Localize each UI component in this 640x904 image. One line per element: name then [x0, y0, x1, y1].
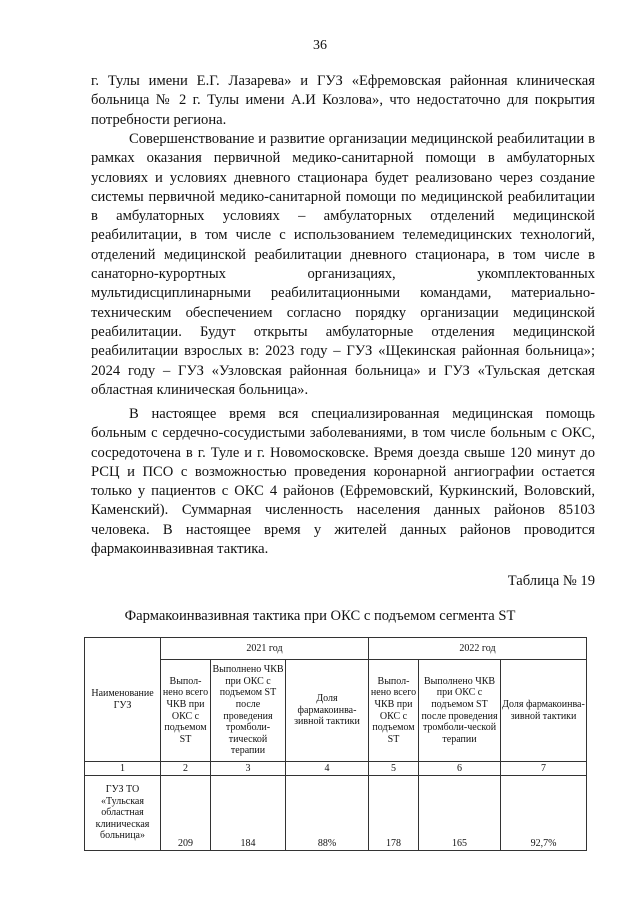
paragraph-1: г. Тулы имени Е.Г. Лазарева» и ГУЗ «Ефремовская районная клиническая больница № 2 г. Тулы имени А.И Козлова», что недостаточно для покрытия потребности региона. [91, 73, 595, 128]
header-name: Наименование ГУЗ [85, 638, 161, 762]
header-performed-2021: Выпол-нено всего ЧКВ при ОКС с подъемом ST [161, 660, 211, 762]
table-row [85, 776, 587, 851]
cell-hospital-name: ГУЗ ТО «Тульская областная клиническая больница» [85, 776, 161, 851]
header-year-2021: 2021 год [161, 638, 369, 660]
pharmacoinvasive-table [84, 637, 587, 851]
column-number: 7 [501, 762, 587, 776]
header-share-2021: Доля фармакоинва-зивной тактики [286, 660, 369, 762]
column-number: 3 [211, 762, 286, 776]
column-number: 1 [85, 762, 161, 776]
paragraph-2: Совершенствование и развитие организации медицинской реабилитации в рамках оказания первичной медико-санитарной помощи в амбулаторных условиях и условиях дневного стационара будет реализовано через создание системы первичной медико-санитарной помощи по медицинской реабилитации в амбулаторных условиях – амбулаторных отделений медицинской реабилитации, в том числе с использованием телемедицинских технологий, отделений медицинской реабилитации дневного стационара, в том числе в санаторно-курортных организациях, укомплектованных мультидисциплинарными реабилитационными командами, материально-техническим обеспечением согласно порядку организации медицинской реабилитации. Будут открыты амбулаторные отделения медицинской реабилитации взрослых в: 2023 году – ГУЗ «Щекинская районная больница»; 2024 году – ГУЗ «Узловская районная больница» и ГУЗ «Тульская детская областная клиническая больница». [91, 131, 595, 398]
header-after-thrombolysis-2021: Выполнено ЧКВ при ОКС с подъемом ST после проведения тромболи-тической терапии [211, 660, 286, 762]
header-share-2022: Доля фармакоинва-зивной тактики [501, 660, 587, 762]
cell-after-tl-2021: 184 [211, 776, 286, 851]
header-performed-2022: Выпол-нено всего ЧКВ при ОКС с подъемом ST [369, 660, 419, 762]
cell-total-2021: 209 [161, 776, 211, 851]
cell-share-2022: 92,7% [501, 776, 587, 851]
table-title: Фармакоинвазивная тактика при ОКС с подъемом сегмента ST [124, 608, 516, 624]
header-year-2022: 2022 год [369, 638, 587, 660]
column-number: 4 [286, 762, 369, 776]
page-number: 36 [313, 38, 327, 53]
header-after-thrombolysis-2022: Выполнено ЧКВ при ОКС с подъемом ST после проведения тромболи-ческой терапии [419, 660, 501, 762]
cell-after-tl-2022: 165 [419, 776, 501, 851]
table-label: Таблица № 19 [507, 573, 595, 589]
column-number: 2 [161, 762, 211, 776]
column-number: 6 [419, 762, 501, 776]
cell-total-2022: 178 [369, 776, 419, 851]
column-number: 5 [369, 762, 419, 776]
cell-share-2021: 88% [286, 776, 369, 851]
paragraph-3: В настоящее время вся специализированная медицинская помощь больным с сердечно-сосудистыми заболеваниями, в том числе больным с ОКС, сосредоточена в г. Туле и г. Новомосковске. Время доезда свыше 120 минут до РСЦ и ПСО с возможностью проведения коронарной ангиографии остается только у пациентов с ОКС 4 районов (Ефремовский, Куркинский, Воловский, Каменский). Суммарная численность населения данных районов 85103 человека. В настоящее время у жителей данных районов проводится фармакоинвазивная тактика. [91, 406, 595, 558]
